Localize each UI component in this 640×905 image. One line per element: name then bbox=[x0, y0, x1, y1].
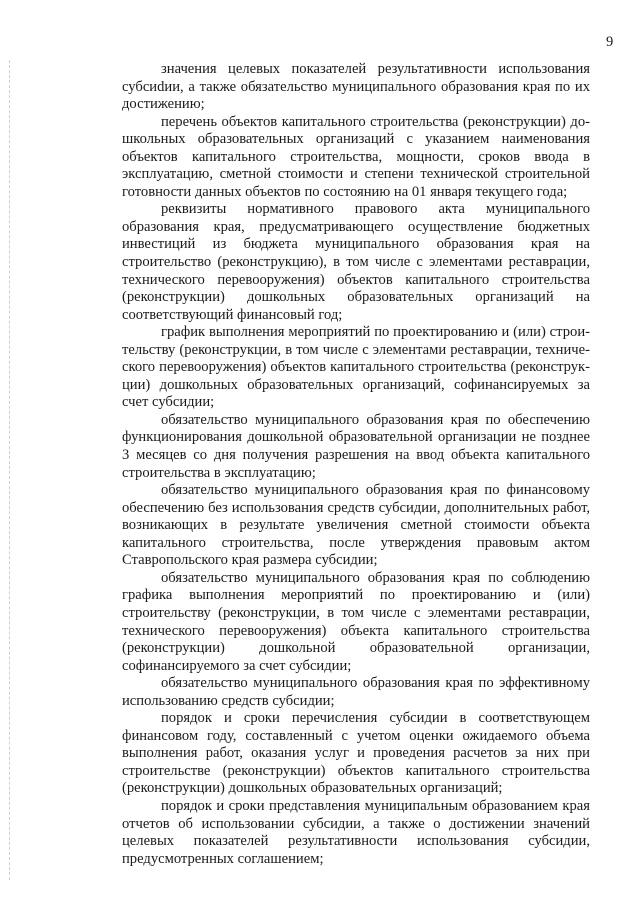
paragraph-1: значения целевых показателей результативности использования субсиdии, а также обязательство муниципального образования края по их достижению; bbox=[122, 61, 590, 113]
margin-rule bbox=[9, 60, 10, 880]
document-body bbox=[122, 61, 590, 868]
paragraph-7: обязательство муниципального образования края по соблюдению графика выполнения мероприятий по проектированию и (или) строительству (реконструкции, в том числе с элементами реставрации, технического перевооружения) объекта капитального строительства (реконструкции) дошкольной образовательной организации, софинансируемого за счет субсидии; bbox=[122, 569, 590, 674]
paragraph-9: порядок и сроки перечисления субсидии в соответствующем финансовом году, составленный с учетом оценки ожидаемого объема выполнения работ, оказания услуг и проведения расчетов за них при строительстве (реконструкции) объектов капитального строительства (реконструкции) дошкольных образовательных организаций; bbox=[122, 710, 590, 797]
paragraph-10: порядок и сроки представления муниципальным образованием края отчетов об использовании субсидии, а также о достижении значений целевых показателей результативности использования субсидии, предусмотренных соглашением; bbox=[122, 797, 590, 867]
page-number: 9 bbox=[606, 34, 614, 50]
paragraph-2: перечень объектов капитального строительства (реконструкции) дошкольных образовательных организаций с указанием наименования объектов капитального строительства, мощности, сроков ввода в эксплуатацию, сметной стоимости и степени технической строительной готовности данных объектов по состоянию на 01 января текущего года; bbox=[122, 113, 590, 200]
paragraph-8: обязательство муниципального образования края по эффективному использованию средств субсидии; bbox=[122, 675, 590, 709]
paragraph-6: обязательство муниципального образования края по финансовому обеспечению без использования средств субсидии, дополнительных работ, возникающих в результате увеличения сметной стоимости объекта капитального строительства, после утверждения правовым актом Ставропольского края размера субсидии; bbox=[122, 482, 590, 569]
paragraph-4: график выполнения мероприятий по проектированию и (или) строительству (реконструкции, в том числе с элементами реставрации, технического перевооружения) объектов капитального строительства (реконструкции) дошкольных образовательных организаций, софинансируемых за счет субсидии; bbox=[122, 324, 590, 411]
paragraph-3: реквизиты нормативного правового акта муниципального образования края, предусматривающего осуществление бюджетных инвестиций из бюджета муниципального образования края на строительство (реконструкцию), в том числе с элементами реставрации, технического перевооружения) объектов капитального строительства (реконструкции) дошкольных образовательных организаций на соответствующий финансовый год; bbox=[122, 201, 590, 323]
paragraph-5: обязательство муниципального образования края по обеспечению функционирования дошкольной образовательной организации не позднее 3 месяцев со дня получения разрешения на ввод объекта капитального строительства в эксплуатацию; bbox=[122, 411, 590, 481]
